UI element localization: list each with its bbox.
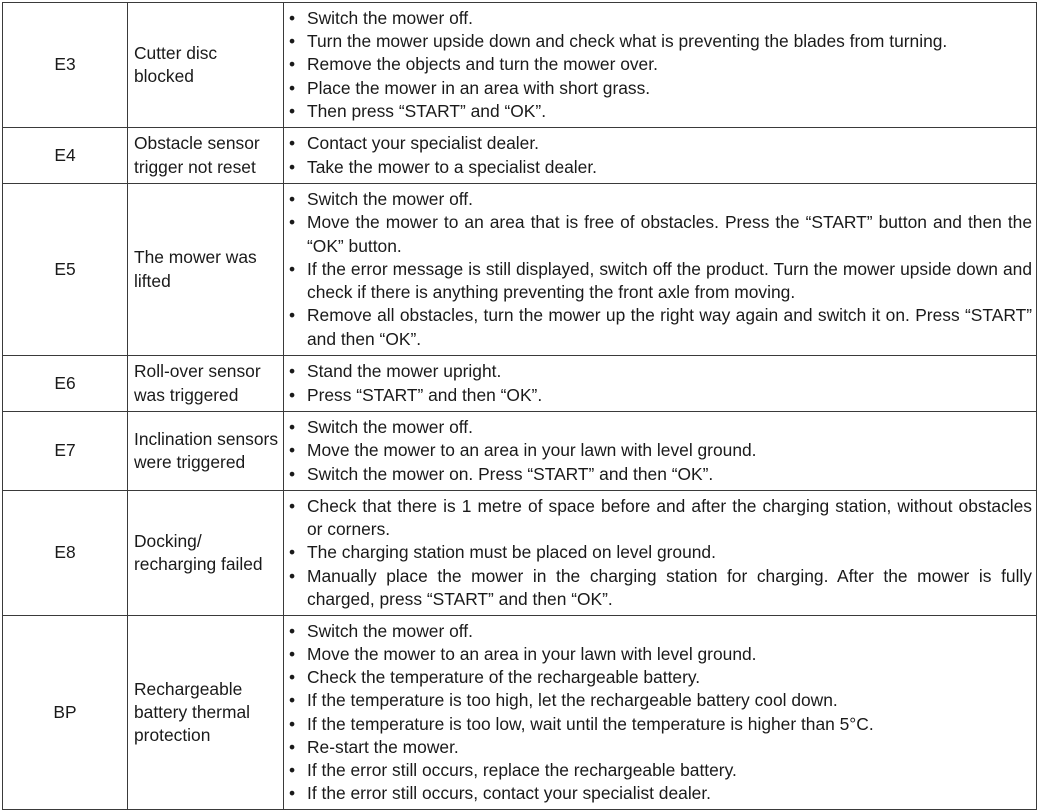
error-description: Obstacle sensor trigger not reset bbox=[128, 128, 284, 184]
remedy-step: • Press “START” and then “OK”. bbox=[284, 384, 1032, 407]
error-code: BP bbox=[3, 616, 128, 810]
error-description: Rechargeable battery thermal protection bbox=[128, 616, 284, 810]
error-code: E8 bbox=[3, 491, 128, 616]
remedy-step: • Remove the objects and turn the mower over. bbox=[284, 53, 1032, 76]
remedy-step: • Stand the mower upright. bbox=[284, 360, 1032, 383]
error-code: E4 bbox=[3, 128, 128, 184]
error-description: The mower was lifted bbox=[128, 184, 284, 356]
remedy-step: • Manually place the mower in the charging station for charging. After the mower is fully charged, press “START” and then “OK”. bbox=[284, 565, 1032, 611]
error-description: Inclination sensors were triggered bbox=[128, 412, 284, 491]
remedy-cell bbox=[284, 3, 1037, 128]
remedy-cell bbox=[284, 616, 1037, 810]
remedy-list bbox=[284, 360, 1032, 406]
remedy-step: • If the error still occurs, contact your specialist dealer. bbox=[284, 782, 1032, 805]
remedy-step: • Then press “START” and “OK”. bbox=[284, 100, 1032, 123]
remedy-cell bbox=[284, 128, 1037, 184]
remedy-list bbox=[284, 620, 1032, 806]
remedy-step: • Move the mower to an area in your lawn with level ground. bbox=[284, 643, 1032, 666]
remedy-step: • If the error message is still displayed, switch off the product. Turn the mower upside down and check if there is anything preventing the front axle from moving. bbox=[284, 258, 1032, 304]
remedy-step: • Move the mower to an area in your lawn with level ground. bbox=[284, 439, 1032, 462]
table-row bbox=[3, 616, 1037, 810]
table-row bbox=[3, 412, 1037, 491]
table-row bbox=[3, 356, 1037, 412]
remedy-step: • Take the mower to a specialist dealer. bbox=[284, 156, 1032, 179]
remedy-step: • Check the temperature of the rechargeable battery. bbox=[284, 666, 1032, 689]
error-code: E6 bbox=[3, 356, 128, 412]
remedy-step: • Switch the mower on. Press “START” and then “OK”. bbox=[284, 463, 1032, 486]
remedy-step: • Switch the mower off. bbox=[284, 188, 1032, 211]
error-code: E7 bbox=[3, 412, 128, 491]
remedy-step: • Switch the mower off. bbox=[284, 620, 1032, 643]
remedy-step: • Move the mower to an area that is free of obstacles. Press the “START” button and then the “OK” button. bbox=[284, 211, 1032, 257]
remedy-step: • If the temperature is too high, let the rechargeable battery cool down. bbox=[284, 689, 1032, 712]
remedy-step: • Switch the mower off. bbox=[284, 416, 1032, 439]
remedy-cell bbox=[284, 412, 1037, 491]
error-code: E3 bbox=[3, 3, 128, 128]
remedy-step: • Place the mower in an area with short grass. bbox=[284, 77, 1032, 100]
remedy-list bbox=[284, 132, 1032, 178]
remedy-step: • Remove all obstacles, turn the mower up the right way again and switch it on. Press “START” and then “OK”. bbox=[284, 304, 1032, 350]
remedy-list bbox=[284, 7, 1032, 123]
error-description: Cutter disc blocked bbox=[128, 3, 284, 128]
table-row bbox=[3, 128, 1037, 184]
remedy-step: • If the error still occurs, replace the rechargeable battery. bbox=[284, 759, 1032, 782]
error-code: E5 bbox=[3, 184, 128, 356]
remedy-list bbox=[284, 416, 1032, 486]
error-description: Roll-over sensor was triggered bbox=[128, 356, 284, 412]
remedy-step: • Turn the mower upside down and check what is preventing the blades from turning. bbox=[284, 30, 1032, 53]
table-row bbox=[3, 3, 1037, 128]
remedy-cell bbox=[284, 184, 1037, 356]
remedy-cell bbox=[284, 356, 1037, 412]
remedy-list bbox=[284, 495, 1032, 611]
table-row bbox=[3, 184, 1037, 356]
remedy-step: • Re-start the mower. bbox=[284, 736, 1032, 759]
error-description: Docking/ recharging failed bbox=[128, 491, 284, 616]
remedy-cell bbox=[284, 491, 1037, 616]
remedy-step: • Switch the mower off. bbox=[284, 7, 1032, 30]
remedy-step: • The charging station must be placed on level ground. bbox=[284, 541, 1032, 564]
error-code-table bbox=[2, 2, 1037, 810]
remedy-step: • If the temperature is too low, wait until the temperature is higher than 5°C. bbox=[284, 713, 1032, 736]
table-row bbox=[3, 491, 1037, 616]
remedy-step: • Check that there is 1 metre of space before and after the charging station, without obstacles or corners. bbox=[284, 495, 1032, 541]
remedy-list bbox=[284, 188, 1032, 350]
remedy-step: • Contact your specialist dealer. bbox=[284, 132, 1032, 155]
